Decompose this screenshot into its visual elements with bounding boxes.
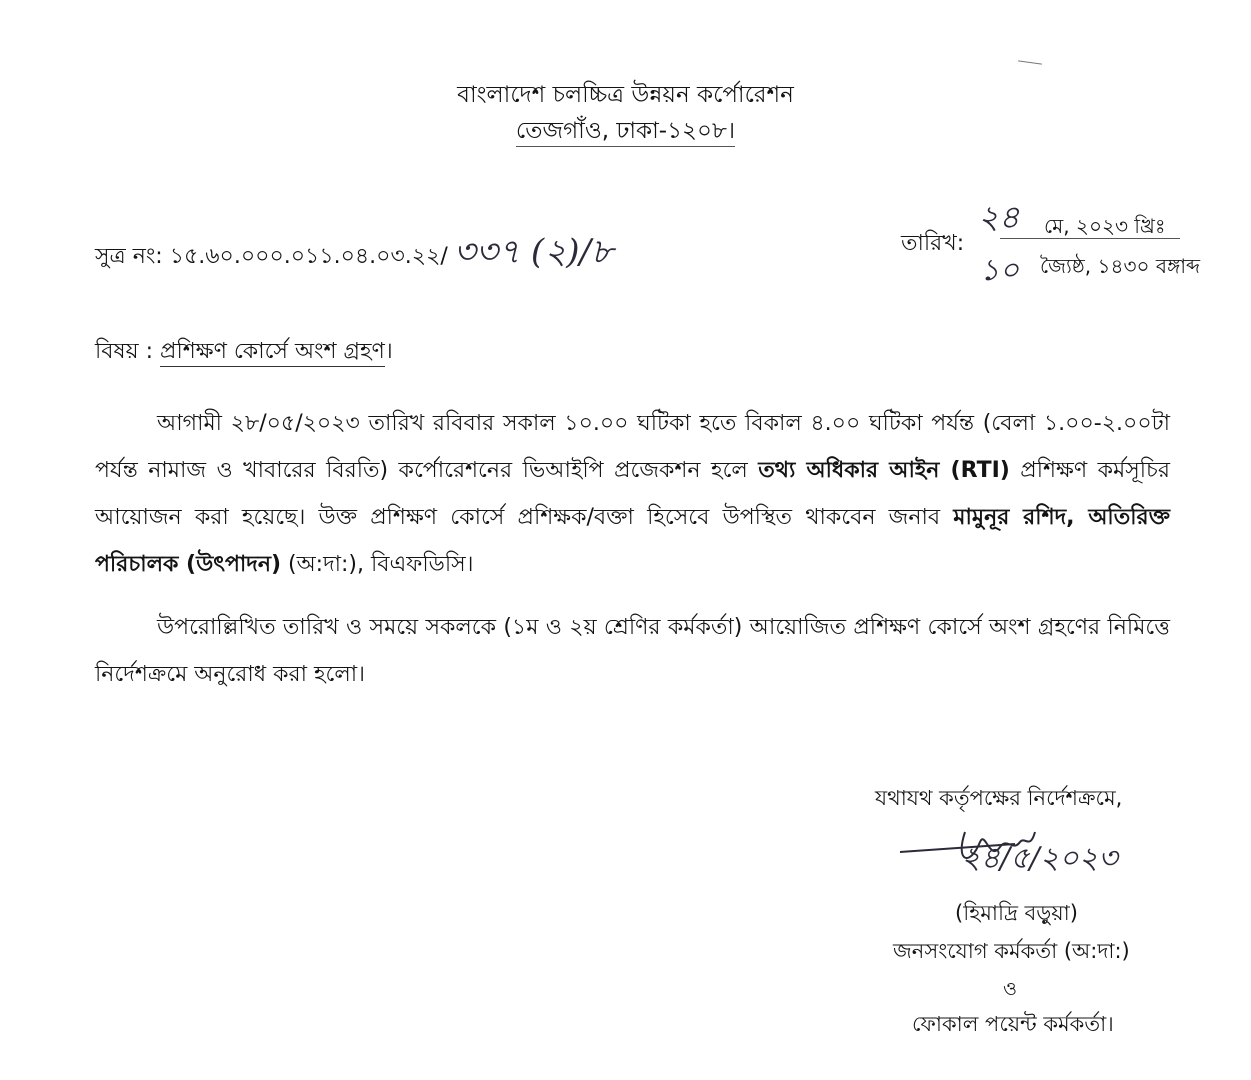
signatory-name: (হিমাদ্রি বড়ুয়া) <box>955 901 1078 925</box>
subject-line <box>95 334 393 371</box>
p1-part-c: প্রশিক্ষণ কর্মসূচির আয়োজন করা হয়েছে। উক্ত প্রশিক্ষণ কোর্সে প্রশিক্ষক/বক্তা হিসেবে উপস্থিত থাকবেন জনাব <box>95 458 1170 530</box>
conjunction: ও <box>1003 978 1017 1000</box>
body-paragraph-1 <box>95 400 1170 588</box>
body-paragraph-2 <box>95 604 1170 698</box>
reference-label: সুত্র নং: ১৫.৬০.০০০.০১১.০৪.০৩.২২/ <box>95 244 448 269</box>
signatory-designation-2: ফোকাল পয়েন্ট কর্মকর্তা। <box>912 1012 1114 1036</box>
bangla-date-text: জ্যৈষ্ঠ, ১৪৩০ বঙ্গাব্দ <box>1040 254 1201 278</box>
bangla-day-handwritten: ১০ <box>980 253 1019 288</box>
signature-date: ২৪/৫/২০২৩ <box>961 841 1118 876</box>
p1-rti-bold: তথ্য অধিকার আইন (RTI) <box>758 458 1010 483</box>
p1-trainer-bold: মামুনূর রশিদ, অতিরিক্ত পরিচালক (উৎপাদন) <box>95 505 1170 577</box>
gregorian-date-text: মে, ২০২৩ খ্রিঃ <box>1044 214 1166 238</box>
date-underline <box>1000 238 1180 239</box>
closing-line: যথাযথ কর্তৃপক্ষের নির্দেশক্রমে, <box>875 786 1123 810</box>
p1-part-a: আগামী ২৮/০৫/২০২৩ তারিখ রবিবার সকাল ১০.০০ ঘটিকা হতে বিকাল ৪.০০ ঘটিকা পর্যন্ত (বেলা ১.০০-২.০০টা পর্যন্ত নামাজ ও খাবারের বিরতি) কর্পোরেশনের ভিআইপি প্রজেকশন হলে <box>95 411 1170 483</box>
organization-address <box>0 112 1251 151</box>
reference-handwritten: ৩৩৭ (২)/৮ <box>453 232 614 272</box>
signatory-designation: জনসংযোগ কর্মকর্তা (অ:দা:) <box>893 939 1130 963</box>
date-label: তারিখ: <box>901 231 965 256</box>
stray-mark <box>1018 60 1042 64</box>
p1-part-e: (অ:দা:), বিএফডিসি। <box>281 552 474 577</box>
subject-end: । <box>384 339 393 364</box>
gregorian-day-handwritten: ২৪ <box>978 198 1020 236</box>
handwritten-signature <box>895 822 1185 892</box>
subject-text: প্রশিক্ষণ কোর্সে অংশ গ্রহণ <box>160 339 385 367</box>
address-text: তেজগাঁও, ঢাকা-১২০৮। <box>516 118 735 147</box>
p2-text: উপরোল্লিখিত তারিখ ও সময়ে সকলকে (১ম ও ২য় শ্রেণির কর্মকর্তা) আয়োজিত প্রশিক্ষণ কোর্সে অংশ গ্রহণের নিমিত্তে নির্দেশক্রমে অনুরোধ করা হলো। <box>95 615 1170 687</box>
organization-name: বাংলাদেশ চলচ্চিত্র উন্নয়ন কর্পোরেশন <box>457 82 794 108</box>
reference-number <box>95 226 613 283</box>
subject-label: বিষয় : <box>95 339 161 364</box>
